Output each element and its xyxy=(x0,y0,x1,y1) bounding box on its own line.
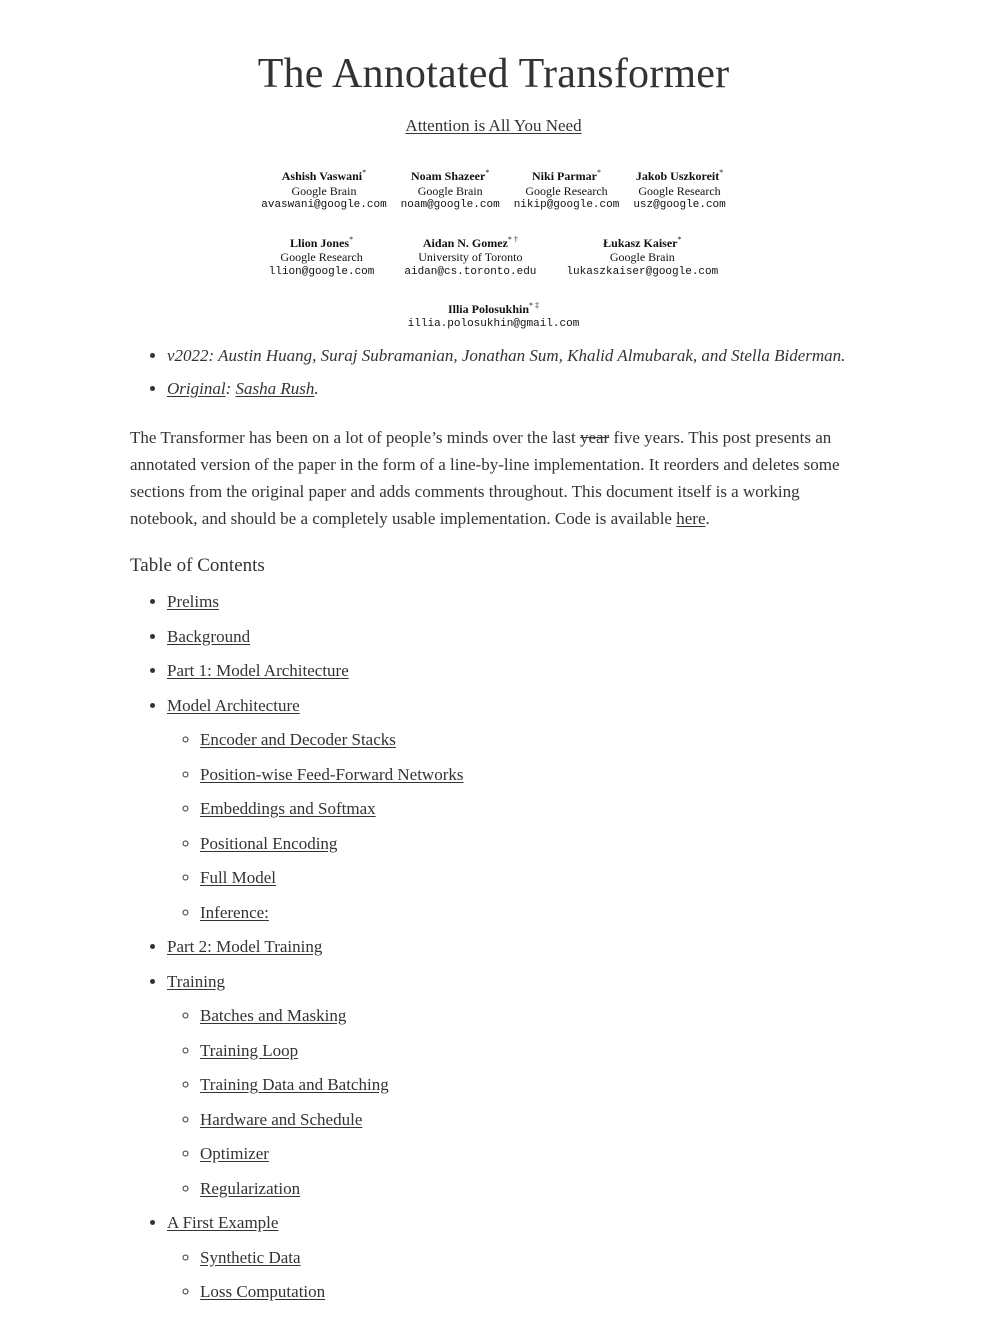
author-affiliation: Google Brain xyxy=(417,183,483,198)
author-affiliation: Google Research xyxy=(638,183,721,198)
author-name: Jakob Uszkoreit xyxy=(635,169,720,183)
author xyxy=(514,166,620,213)
author-email: illia.polosukhin@gmail.com xyxy=(407,317,580,330)
credit-end: . xyxy=(314,379,319,398)
toc-link[interactable]: Training Data and Batching xyxy=(200,1075,389,1094)
author xyxy=(408,299,580,331)
author-affiliation: Google Research xyxy=(525,183,608,198)
toc-subitem xyxy=(200,1248,463,1283)
toc-link[interactable]: Training Loop xyxy=(200,1040,299,1060)
toc-link[interactable]: A First Example xyxy=(167,1213,279,1232)
author xyxy=(633,166,725,213)
author xyxy=(269,233,375,280)
author-name: Ashish Vaswani xyxy=(281,169,363,183)
toc-subitem xyxy=(200,834,463,869)
author xyxy=(401,166,500,213)
toc-link[interactable]: Prelims xyxy=(167,592,219,611)
author-email: llion@google.com xyxy=(268,265,375,278)
author-email: lukaszkaiser@google.com xyxy=(566,265,719,278)
credit-original xyxy=(167,379,845,399)
toc-link[interactable]: Training xyxy=(167,971,225,991)
author-row-3 xyxy=(0,299,987,331)
toc-link[interactable]: Optimizer xyxy=(200,1144,269,1163)
toc-subitem xyxy=(200,1144,463,1179)
toc-subitem xyxy=(200,903,463,938)
toc-subitem xyxy=(200,1006,463,1041)
intro-end: . xyxy=(705,509,710,528)
toc-item xyxy=(167,937,463,972)
toc-link[interactable]: Encoder and Decoder Stacks xyxy=(200,730,396,749)
toc-link[interactable]: Regularization xyxy=(200,1178,301,1198)
toc-link[interactable]: Synthetic Data xyxy=(200,1247,301,1267)
author-email: aidan@cs.toronto.edu xyxy=(404,265,537,278)
toc-item xyxy=(167,627,463,662)
paper-link-container xyxy=(0,116,987,136)
author-mark: * xyxy=(485,168,490,177)
author-email: avaswani@google.com xyxy=(261,199,387,211)
toc-link[interactable]: Positional Encoding xyxy=(200,833,338,853)
toc-link[interactable]: Hardware and Schedule xyxy=(200,1109,363,1129)
author xyxy=(261,166,386,213)
toc-subitem xyxy=(200,1110,463,1145)
toc-subitem xyxy=(200,1179,463,1214)
author-affiliation: Google Brain xyxy=(291,183,357,198)
intro-text-1: The Transformer has been on a lot of people’s minds over the last xyxy=(130,428,580,447)
toc-subitem xyxy=(200,1075,463,1110)
toc-link[interactable]: Part 1: Model Architecture xyxy=(167,661,349,680)
toc-subitem xyxy=(200,730,463,765)
author-name: Aidan N. Gomez xyxy=(422,235,508,250)
author-affiliation: Google Research xyxy=(280,250,363,264)
author xyxy=(566,233,718,280)
author-email: noam@google.com xyxy=(400,199,500,211)
credit-v2022: • v2022: Austin Huang, Suraj Subramanian, Jonathan Sum, Khalid Almubarak, and Stella Biderman. xyxy=(167,346,845,366)
credit-separator: : xyxy=(225,379,236,398)
author-name: Łukasz Kaiser xyxy=(603,235,678,250)
toc-link[interactable]: Inference: xyxy=(200,902,269,922)
author-mark: * xyxy=(349,234,354,244)
credits-list xyxy=(130,346,845,412)
paper-link[interactable]: Attention is All You Need xyxy=(405,116,582,135)
intro-paragraph xyxy=(130,424,860,532)
toc-link[interactable]: Embeddings and Softmax xyxy=(200,799,376,818)
original-link[interactable]: Original xyxy=(167,379,226,398)
author-email: usz@google.com xyxy=(633,199,726,211)
author-mark: * xyxy=(719,168,724,177)
toc-subitem xyxy=(200,765,463,800)
author-mark: * ‡ xyxy=(529,301,540,310)
page-title: The Annotated Transformer xyxy=(257,51,730,97)
author-name: Illia Polosukhin xyxy=(447,302,530,316)
toc-link[interactable]: Part 2: Model Training xyxy=(167,937,323,956)
author xyxy=(404,233,536,280)
author-mark: * xyxy=(597,168,602,177)
sasha-rush-link[interactable]: Sasha Rush xyxy=(235,379,315,398)
toc-item xyxy=(167,696,463,731)
author-mark: * xyxy=(677,234,682,244)
toc-link[interactable]: Full Model xyxy=(200,868,277,887)
toc-subitem xyxy=(200,868,463,903)
author-row-2 xyxy=(0,233,987,280)
author-mark: * † xyxy=(507,234,518,244)
intro-text-2: five years. This post presents an annotated version of the paper in the form of a line-by-line implementation. It reorders and deletes some sections from the original paper and adds comments throughout. This document itself is a working notebook, and should be a completely usable implementation. Code is available xyxy=(130,428,840,528)
toc-subitem xyxy=(200,1282,463,1317)
toc-link[interactable]: Position-wise Feed-Forward Networks xyxy=(200,764,464,784)
author-mark: * xyxy=(362,168,367,177)
toc-link[interactable]: Batches and Masking xyxy=(200,1006,347,1025)
toc-link[interactable]: Loss Computation xyxy=(200,1282,326,1301)
author-affiliation: University of Toronto xyxy=(418,250,523,264)
toc-subitem xyxy=(200,1041,463,1076)
intro-struck-word: year xyxy=(579,428,610,447)
toc-heading: Table of Contents xyxy=(130,555,265,576)
toc-item xyxy=(167,1213,463,1248)
author-name: Llion Jones xyxy=(290,235,350,250)
author-affiliation: Google Brain xyxy=(609,250,675,264)
author-name: Niki Parmar xyxy=(532,169,598,183)
code-link[interactable]: here xyxy=(676,509,706,528)
toc-item xyxy=(167,661,463,696)
author-name: Noam Shazeer xyxy=(411,169,486,183)
author-email: nikip@google.com xyxy=(513,199,620,211)
author-row-1 xyxy=(0,166,987,213)
table-of-contents xyxy=(130,592,463,1317)
authors-block xyxy=(0,166,987,351)
toc-link[interactable]: Background xyxy=(167,626,251,646)
toc-item xyxy=(167,972,463,1007)
toc-item xyxy=(167,592,463,627)
toc-subitem xyxy=(200,799,463,834)
toc-link[interactable]: Model Architecture xyxy=(167,695,300,715)
